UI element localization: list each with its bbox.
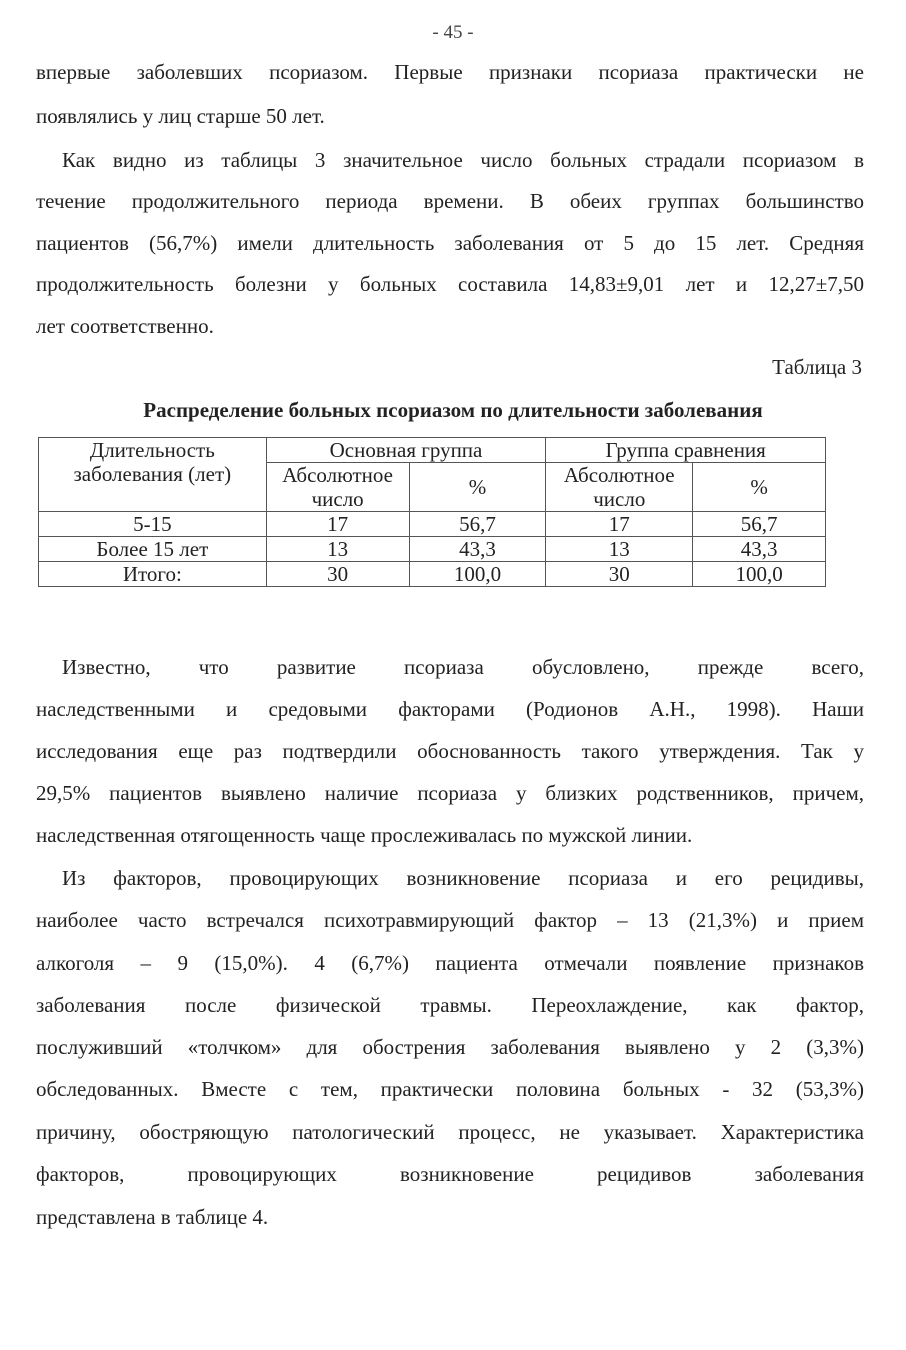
header-duration-line1: Длительность <box>89 438 215 462</box>
text-line: 29,5% пациентов выявлено наличие псориаза у близких родственников, причем, <box>36 781 864 805</box>
cell-abs-compare: 17 <box>546 512 693 537</box>
header-compare-group: Группа сравнения <box>546 438 826 463</box>
cell-pct-main: 43,3 <box>409 537 546 562</box>
text-line: продолжительность болезни у больных составила 14,83±9,01 лет и 12,27±7,50 <box>36 272 864 296</box>
text-line: пациентов (56,7%) имели длительность заболевания от 5 до 15 лет. Средняя <box>36 231 864 255</box>
text-line: лет соответственно. <box>36 314 214 338</box>
text-line: появлялись у лиц старше 50 лет. <box>36 104 325 128</box>
text-line: наследственная отягощенность чаще прослеживалась по мужской линии. <box>36 823 693 847</box>
cell-abs-compare: 13 <box>546 537 693 562</box>
text-line: наиболее часто встречался психотравмирующий фактор – 13 (21,3%) и прием <box>36 908 864 932</box>
page-number: - 45 - <box>432 22 474 43</box>
header-abs-line2: число <box>593 487 646 511</box>
text-line: причину, обостряющую патологический процесс, не указывает. Характеристика <box>36 1120 864 1144</box>
text-line: заболевания после физической травмы. Переохлаждение, как фактор, <box>36 993 864 1017</box>
header-main-group: Основная группа <box>266 438 546 463</box>
row-label: Итого: <box>39 562 267 587</box>
cell-abs-main: 13 <box>266 537 409 562</box>
duration-table <box>38 437 826 587</box>
cell-pct-compare: 56,7 <box>693 512 826 537</box>
header-abs-line2: число <box>311 487 364 511</box>
table-row <box>39 537 826 562</box>
cell-abs-compare: 30 <box>546 562 693 587</box>
cell-abs-main: 30 <box>266 562 409 587</box>
table-title: Распределение больных псориазом по длительности заболевания <box>143 398 763 422</box>
header-pct-main: % <box>409 463 546 512</box>
text-line: послуживший «толчком» для обострения заболевания выявлено у 2 (3,3%) <box>36 1035 864 1059</box>
row-label: 5-15 <box>39 512 267 537</box>
header-abs-line1: Абсолютное <box>282 463 393 487</box>
header-duration <box>39 438 267 512</box>
text-line: Из факторов, провоцирующих возникновение псориаза и его рецидивы, <box>62 866 864 890</box>
text-line: впервые заболевших псориазом. Первые признаки псориаза практически не <box>36 60 864 84</box>
text-line: факторов, провоцирующих возникновение рецидивов заболевания <box>36 1162 864 1186</box>
text-line: Как видно из таблицы 3 значительное число больных страдали псориазом в <box>62 148 864 172</box>
text-line: представлена в таблице 4. <box>36 1205 269 1229</box>
header-abs-line1: Абсолютное <box>563 463 675 487</box>
text-line: алкоголя – 9 (15,0%). 4 (6,7%) пациента отмечали появление признаков <box>36 951 864 975</box>
cell-pct-compare: 43,3 <box>693 537 826 562</box>
cell-pct-main: 100,0 <box>409 562 546 587</box>
text-line: обследованных. Вместе с тем, практически половина больных - 32 (53,3%) <box>36 1077 864 1101</box>
header-abs-compare <box>546 463 693 512</box>
cell-pct-compare: 100,0 <box>693 562 826 587</box>
header-pct-compare: % <box>693 463 826 512</box>
header-abs-main <box>266 463 409 512</box>
table-row <box>39 512 826 537</box>
text-line: исследования еще раз подтвердили обоснованность такого утверждения. Так у <box>36 739 864 763</box>
text-line: Известно, что развитие псориаза обусловлено, прежде всего, <box>62 655 864 679</box>
row-label: Более 15 лет <box>39 537 267 562</box>
table-row <box>39 562 826 587</box>
cell-pct-main: 56,7 <box>409 512 546 537</box>
text-line: наследственными и средовыми факторами (Родионов А.Н., 1998). Наши <box>36 697 864 721</box>
cell-abs-main: 17 <box>266 512 409 537</box>
table-label: Таблица 3 <box>772 355 862 379</box>
text-line: течение продолжительного периода времени. В обеих группах большинство <box>36 189 864 213</box>
header-duration-line2: заболевания (лет) <box>73 462 232 486</box>
